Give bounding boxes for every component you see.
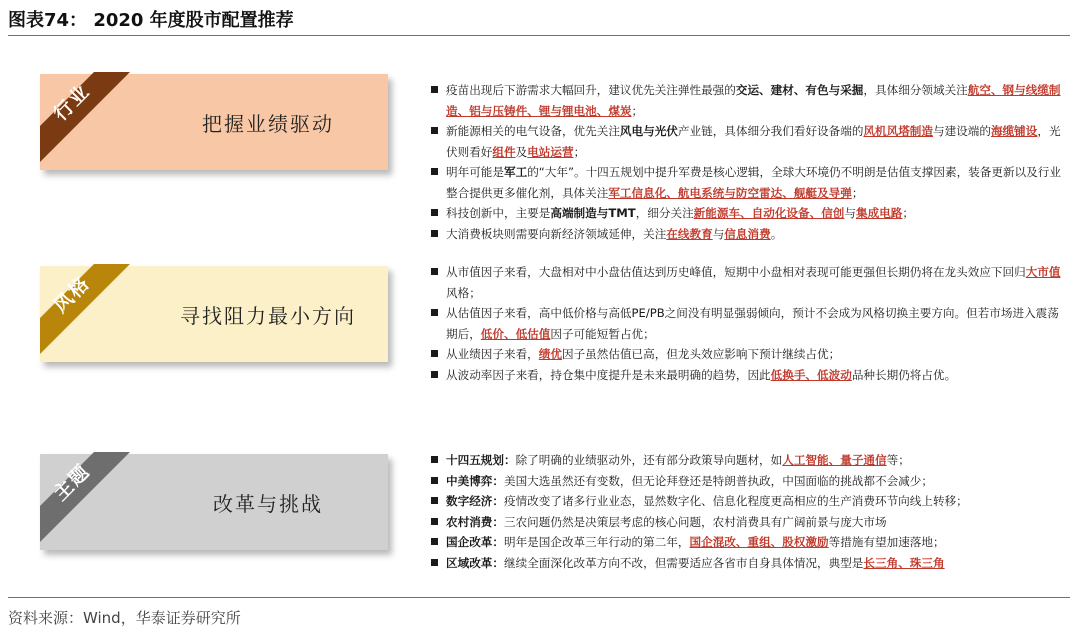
- bullet-text: ；: [573, 144, 586, 159]
- bullet-item: [430, 553, 1070, 574]
- bullet-text: 从波动率因子来看，持仓集中度提升是未来最明确的趋势，因此: [446, 367, 771, 382]
- style-tag: [34, 258, 130, 354]
- industry-tag-ribbon: [34, 66, 130, 162]
- bullet-text: 产业链，具体细分我们看好设备端的: [677, 124, 864, 138]
- bullet-text: 新能源相关的电气设备，优先关注: [446, 124, 620, 138]
- bullet-text: 从估值因子来看，高中低价格与高低PE/PB之间没有明显强弱倾向，预计不会成为风格切换主要方向。但若市场进入震荡期后，: [446, 306, 1059, 341]
- theme-bullet-list: [430, 450, 1070, 573]
- highlight-text: 集成电路: [856, 206, 903, 220]
- theme-tag-ribbon: [34, 446, 130, 542]
- style-tag-ribbon: [34, 258, 130, 354]
- bullet-item: [430, 224, 1070, 245]
- bullet-text: 从业绩因子来看，: [446, 347, 539, 361]
- highlight-text: 在线教育: [666, 226, 713, 241]
- bullet-text: 科技创新中，主要是: [446, 206, 551, 220]
- source-note: 资料来源：Wind，华泰证券研究所: [8, 609, 241, 627]
- bullet-text: 因子虽然估值已高，但龙头效应影响下预计继续占优；: [561, 347, 841, 361]
- bullet-text: 与: [844, 206, 857, 220]
- bullet-item: [430, 365, 1070, 386]
- bullet-text: 三农问题仍然是决策层考虑的核心问题，农村消费具有广阔前景与庞大市场: [503, 514, 887, 529]
- highlight-text: 长三角、珠三角: [863, 555, 945, 570]
- highlight-text: 新能源车、自动化设备、信创: [693, 206, 845, 220]
- bullet-item: [430, 121, 1070, 162]
- bold-text: 区域改革：: [446, 555, 504, 570]
- bullet-item: [430, 262, 1070, 303]
- highlight-text: 绩优: [538, 347, 562, 361]
- bullet-text: 等措施有望加速落地；: [828, 535, 945, 549]
- industry-card-title: 把握业绩驱动: [202, 111, 334, 136]
- bullet-text: 明年是国企改革三年行动的第二年，: [503, 535, 690, 549]
- bullet-item: [430, 512, 1070, 533]
- industry-bullet-list: [430, 80, 1070, 244]
- bullet-item: [430, 203, 1070, 224]
- bullet-text: 美国大选虽然还有变数，但无论拜登还是特朗普执政，中国面临的挑战都不会减少；: [503, 473, 933, 488]
- bullet-item: [430, 471, 1070, 492]
- bullet-text: 风格；: [446, 285, 481, 300]
- bullet-item: [430, 344, 1070, 365]
- highlight-text: 航空、钢与线缆制造、铝与压铸件、锂与锂电池、煤炭: [446, 83, 1061, 118]
- bullet-text: 。: [770, 226, 783, 241]
- theme-tag: [34, 446, 130, 542]
- bullet-text: 与建设端的: [933, 124, 991, 138]
- bullet-text: 从市值因子来看，大盘相对中小盘估值达到历史峰值，短期中小盘相对表现可能更强但长期仍将在龙头效应下回归: [446, 265, 1026, 279]
- bold-text: 农村消费：: [446, 514, 504, 529]
- bullet-item: [430, 450, 1070, 471]
- bold-text: 交运、建材、有色与采掘: [735, 83, 864, 97]
- style-card: [40, 266, 388, 362]
- highlight-text: 海缆铺设: [990, 124, 1038, 138]
- style-tag-label: 风格: [49, 271, 95, 318]
- highlight-text: 军工信息化、航电系统与防空雷达、舰艇及导弹: [608, 185, 852, 200]
- industry-tag: [34, 66, 130, 162]
- bold-text: 中美博弈：: [446, 473, 504, 488]
- theme-tag-label: 主题: [49, 459, 95, 506]
- bullet-text: ，细分关注: [635, 206, 694, 220]
- bullet-text: 等；: [886, 453, 910, 467]
- bullet-text: 疫苗出现后下游需求大幅回升，建议优先关注弹性最强的: [446, 83, 736, 97]
- style-card-title: 寻找阻力最小方向: [180, 303, 356, 328]
- bullet-text: 的“大年”。十四五规划中提升军费是核心逻辑，全球大环境仍不明朗是估值支撑因素，装备更新以及行业整合提供更多催化剂，具体关注: [446, 165, 1061, 200]
- highlight-text: 组件: [492, 144, 516, 159]
- bold-text: 十四五规划：: [446, 453, 516, 467]
- theme-card-title: 改革与挑战: [213, 491, 323, 516]
- bullet-item: [430, 303, 1070, 344]
- bold-text: 军工: [503, 165, 528, 179]
- bold-text: 高端制造与TMT: [550, 206, 636, 220]
- theme-card: [40, 454, 388, 550]
- highlight-text: 低价、低估值: [480, 326, 551, 341]
- bullet-text: 疫情改变了诸多行业业态，显然数字化、信息化程度更高相应的生产消费环节向线上转移；: [503, 494, 968, 508]
- highlight-text: 低换手、低波动: [770, 367, 852, 382]
- industry-card: [40, 74, 388, 170]
- highlight-text: 大市值: [1025, 265, 1061, 279]
- highlight-text: 信息消费: [724, 226, 771, 241]
- highlight-text: 电站运营: [527, 144, 574, 159]
- bullet-text: ；: [851, 185, 864, 200]
- highlight-text: 风机风塔制造: [863, 124, 933, 138]
- industry-tag-label: 行业: [49, 79, 95, 126]
- bullet-text: 与: [712, 226, 725, 241]
- highlight-text: 国企混改、重组、股权激励: [689, 535, 829, 549]
- bullet-item: [430, 80, 1070, 121]
- bullet-item: [430, 162, 1070, 203]
- bullet-text: 明年可能是: [446, 165, 504, 179]
- bold-text: 国企改革：: [446, 535, 504, 549]
- top-divider: [8, 35, 1070, 36]
- bullet-text: ；: [631, 103, 644, 118]
- bullet-text: 除了明确的业绩驱动外，还有部分政策导向题材，如: [515, 453, 783, 467]
- bullet-text: 品种长期仍将占优。: [851, 367, 957, 382]
- bold-text: 风电与光伏: [619, 124, 678, 138]
- bullet-item: [430, 491, 1070, 512]
- bullet-text: 因子可能短暂占优；: [550, 326, 655, 341]
- bullet-text: ，具体细分领域关注: [863, 83, 968, 97]
- page-title: 图表74： 2020 年度股市配置推荐: [8, 10, 294, 31]
- bullet-text: 及: [515, 144, 528, 159]
- bold-text: 数字经济：: [446, 494, 504, 508]
- bullet-item: [430, 532, 1070, 553]
- bottom-divider: [8, 597, 1070, 598]
- style-bullet-list: [430, 262, 1070, 385]
- bullet-text: 继续全面深化改革方向不改，但需要适应各省市自身具体情况，典型是: [503, 555, 864, 570]
- bullet-text: ，光伏则看好: [446, 124, 1061, 159]
- bullet-text: 大消费板块则需要向新经济领域延伸，关注: [446, 226, 667, 241]
- bullet-text: ；: [902, 206, 915, 220]
- highlight-text: 人工智能、量子通信: [782, 453, 887, 467]
